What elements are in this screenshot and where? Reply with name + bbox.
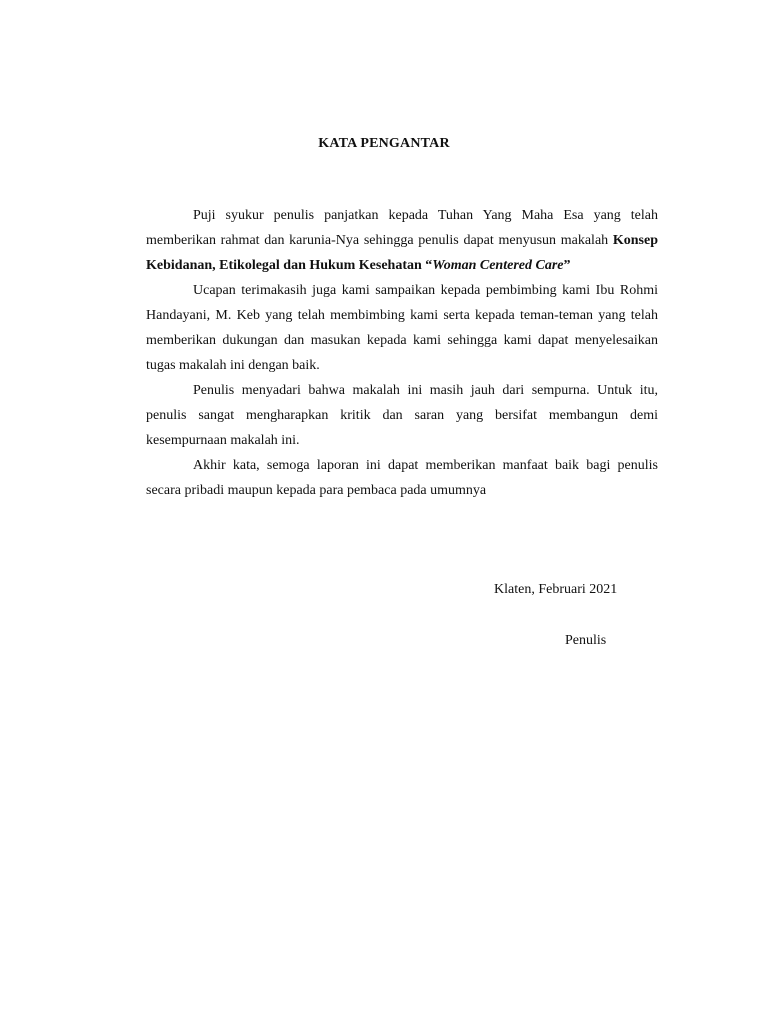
paragraph-3: Penulis menyadari bahwa makalah ini masih jauh dari sempurna. Untuk itu, penulis sangat mengharapkan kritik dan saran yang bersifat membangun demi kesempurnaan makalah ini. [146,383,658,448]
page-title: KATA PENGANTAR [318,136,450,151]
paper-topic-title-italic: Woman Centered Care [432,258,564,273]
paragraph-1-text: Puji syukur penulis panjatkan kepada Tuhan Yang Maha Esa yang telah memberikan rahmat dan karunia-Nya sehingga penulis dapat menyusun makalah [146,208,658,248]
place-date: Klaten, Februari 2021 [494,582,618,597]
paragraph-1 [146,203,658,278]
document-body [146,203,658,503]
signer-label: Penulis [565,633,607,648]
paper-topic-title-main: Konsep Kebidanan, Etikolegal dan Hukum Kesehatan “ [146,233,658,273]
paper-topic-title-close-quote: ” [563,258,571,273]
paragraph-4: Akhir kata, semoga laporan ini dapat memberikan manfaat baik bagi penulis secara pribadi maupun kepada para pembaca pada umumnya [146,458,658,498]
paragraph-2: Ucapan terimakasih juga kami sampaikan kepada pembimbing kami Ibu Rohmi Handayani, M. Keb yang telah membimbing kami serta kepada teman-teman yang telah memberikan dukungan dan masukan kepada kami sehingga kami dapat menyelesaikan tugas makalah ini dengan baik. [146,283,658,373]
